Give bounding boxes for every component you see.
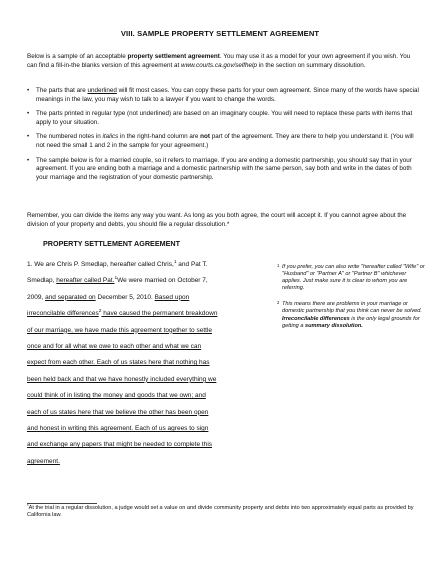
note-number: 2 [277, 300, 280, 306]
bullet-text: The sample below is for a married couple, so it refers to marriage. If you are ending a domestic partnership, you should say that in your agreement. If you are ending both a marriage and a domestic partnership with the same person, say both and write in the dates of both your marriage and the registration of your domestic partnership. [36, 156, 412, 181]
line-text-underlined: Based upon [154, 293, 190, 301]
intro-paragraph [27, 53, 419, 70]
line-text-underlined: irreconcilable differences [27, 310, 99, 318]
intro-text-3: in the section on summary dissolution. [256, 61, 366, 69]
agreement-body [27, 257, 269, 470]
agreement-line: and honest in writing this agreement. Each of us agrees to sign [27, 425, 209, 433]
agreement-line: each of us states here that we believe the other has been open [27, 408, 209, 416]
note-text: This means there are problems in your marriage or domestic partnership that you think can never be solved. [282, 301, 422, 315]
note-bold-term: Irreconcilable differences [282, 315, 350, 322]
bullet-underlined-term: underlined [87, 87, 117, 94]
bullet-text: will fit most cases. You can copy these parts for your own agreement. Since many of the words have special meanings in the law, you may wish to talk to a lawyer if you want to change the words. [36, 87, 419, 103]
bullet-bold-term: not [200, 133, 210, 141]
footnote-text: At the trial in a regular dissolution, a judge would set a value on and divide community property and debts into two approximately equal parts as provided by California law. [27, 505, 414, 518]
note-number: 1 [277, 263, 280, 268]
bullet-text: The numbered notes in [36, 133, 103, 141]
intro-text-1: Below is a sample of an acceptable [27, 53, 128, 60]
line-text-underlined: have caused the permanent breakdown [101, 310, 218, 318]
courts-link[interactable]: www.courts.ca.gov/selfhelp [181, 61, 257, 69]
margin-notes [278, 264, 426, 339]
footnote-divider [27, 503, 97, 504]
note-bold-term: summary dissolution. [305, 322, 363, 329]
agreement-line: expect from each other. Each of us states here that nothing has [27, 359, 210, 367]
instructions-list [27, 87, 419, 188]
note-text: is the only legal grounds for getting a [282, 315, 420, 329]
list-item [27, 133, 419, 150]
note-ref: 1 [114, 276, 118, 282]
line-text-underlined: and separated on [45, 293, 96, 301]
footnote-mark: * [27, 503, 29, 508]
line-text: December 5, 2010. [95, 293, 155, 301]
bullet-text: part of the agreement. They are there to help you understand it. (You will not need the small 1 and 2 in the sample for your agreement.) [36, 133, 414, 149]
agreement-line: once and for all what we owe to each other and what we can [27, 343, 202, 351]
page-title: VIII. SAMPLE PROPERTY SETTLEMENT AGREEMENT [120, 29, 320, 38]
agreement-line [27, 290, 269, 306]
agreement-line: agreement. [27, 457, 60, 465]
agreement-line [27, 273, 269, 289]
agreement-heading: PROPERTY SETTLEMENT AGREEMENT [43, 239, 180, 248]
agreement-line [27, 306, 269, 322]
agreement-line: of our marriage, we have made this agreement together to settle [27, 326, 212, 334]
agreement-line [27, 257, 269, 273]
note-ref: 2 [98, 309, 102, 315]
line-text: Smedlap, [27, 277, 57, 285]
list-item [27, 110, 419, 127]
margin-note-1 [278, 264, 426, 292]
line-text: We were married on October 7, [117, 277, 208, 285]
agreement-line: and exchange any papers that might be needed to complete this [27, 441, 213, 449]
line-text: 1. We are Chris P. Smedlap, hereafter called Chris, [27, 261, 174, 268]
intro-text-2: . You may use it as a model for your own agreement if you wish. You can find a fill-in-the blanks version of this agreement at [27, 53, 411, 69]
line-text-underlined: hereafter called Pat. [56, 277, 115, 285]
margin-note-2 [278, 301, 426, 329]
note-text: If you prefer, you can also write "hereafter called "Wife" or "Husband" or "Partner A" or "Partner B" whichever applies. Just make sure it is clear to whom you are referring. [282, 264, 425, 292]
note-ref: 1 [173, 260, 177, 265]
remember-paragraph: Remember, you can divide the items any way you want. As long as you both agree, the court will accept it. If you cannot agree about the division of your property and debts, you should file a regular dissolution.* [27, 212, 407, 228]
bullet-italic-term: italics [102, 133, 119, 141]
footnote [27, 505, 427, 519]
agreement-line: been held back and that we have honestly included everything we [27, 375, 217, 383]
intro-bold-term: property settlement agreement [127, 53, 220, 60]
agreement-line: could think of in listing the money and goods that we own; and [27, 392, 206, 400]
list-item [27, 157, 419, 183]
list-item [27, 87, 419, 104]
bullet-text: in the right-hand column are [118, 133, 201, 141]
bullet-text: The parts that are [36, 87, 88, 94]
bullet-text: The parts printed in regular type (not underlined) are based on an imaginary couple. You will need to replace these parts with items that apply to your situation. [36, 110, 413, 126]
line-text: and Pat T. [176, 261, 208, 268]
line-text: 2009, [27, 293, 46, 301]
